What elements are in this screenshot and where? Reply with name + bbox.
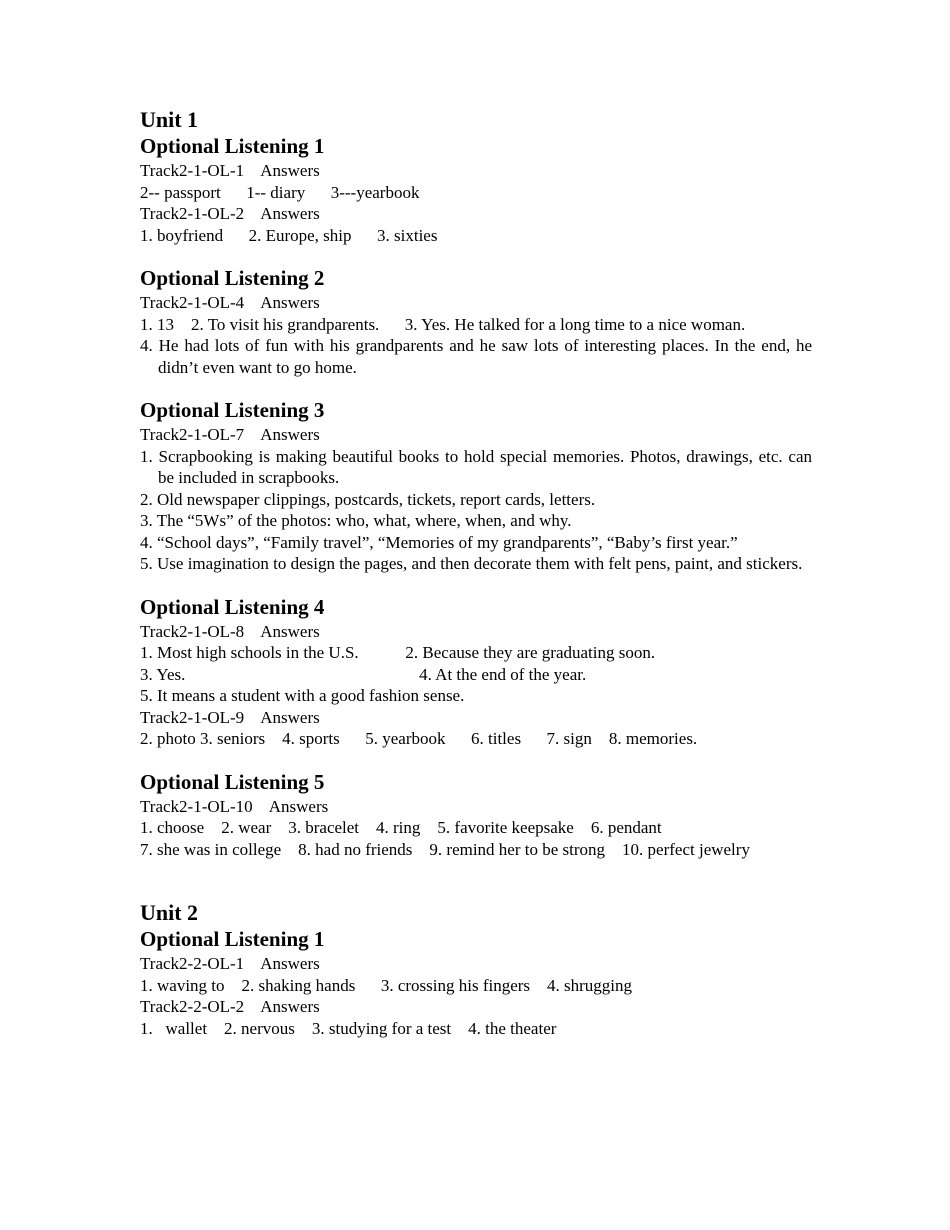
answer-paragraph: 4. “School days”, “Family travel”, “Memories of my grandparents”, “Baby’s first year.”: [140, 532, 738, 552]
answer-line: 1. choose 2. wear 3. bracelet 4. ring 5. favorite keepsake 6. pendant: [140, 818, 662, 837]
section-title: Optional Listening 5: [140, 769, 325, 794]
answer-line: 3. Yes. 4. At the end of the year.: [140, 664, 587, 684]
answer-paragraph: 1. Scrapbooking is making beautiful books to hold special memories. Photos, drawings, etc. can be included in scrapbooks.: [140, 446, 812, 487]
track-label: Track2-1-OL-8 Answers: [140, 621, 320, 641]
section-optional-listening-1: [140, 133, 812, 246]
section-title: Optional Listening 2: [140, 266, 325, 290]
section-optional-listening-5: [140, 769, 812, 861]
unit-2: [140, 900, 812, 1039]
answer-line: 2-- passport 1-- diary 3---yearbook: [140, 182, 420, 202]
answer-paragraph: 5. Use imagination to design the pages, and then decorate them with felt pens, paint, and stickers.: [140, 554, 803, 573]
track-label: Track2-1-OL-4 Answers: [140, 293, 320, 312]
answer-paragraph: 4. He had lots of fun with his grandparents and he saw lots of interesting places. In the end, he didn’t even want to go home.: [140, 336, 812, 377]
section-optional-listening-3: [140, 397, 812, 575]
unit-title: Unit 1: [140, 107, 199, 132]
section-title: Optional Listening 4: [140, 594, 325, 619]
answer-line: 1. Most high schools in the U.S. 2. Because they are graduating soon.: [140, 643, 656, 662]
track-label: Track2-2-OL-1 Answers: [140, 954, 320, 973]
answer-line: 7. she was in college 8. had no friends 9. remind her to be strong 10. perfect jewelry: [140, 839, 750, 859]
section-optional-listening-1: [140, 926, 812, 1039]
answer-line: 1. wallet 2. nervous 3. studying for a test 4. the theater: [140, 1018, 557, 1038]
section-title: Optional Listening 3: [140, 398, 325, 422]
track-label: Track2-1-OL-2 Answers: [140, 204, 320, 223]
track-label: Track2-2-OL-2 Answers: [140, 997, 320, 1016]
track-label: Track2-1-OL-7 Answers: [140, 425, 320, 444]
track-label: Track2-1-OL-10 Answers: [140, 796, 329, 816]
answer-line: 5. It means a student with a good fashion sense.: [140, 686, 465, 705]
answer-key-page: [140, 107, 812, 1039]
section-optional-listening-2: [140, 265, 812, 378]
answer-line: 1. boyfriend 2. Europe, ship 3. sixties: [140, 225, 438, 245]
section-title: Optional Listening 1: [140, 927, 325, 951]
section-optional-listening-4: [140, 594, 812, 750]
answer-paragraph: 2. Old newspaper clippings, postcards, tickets, report cards, letters.: [140, 489, 596, 509]
track-label: Track2-1-OL-9 Answers: [140, 707, 320, 727]
answer-line: 1. 13 2. To visit his grandparents. 3. Yes. He talked for a long time to a nice woman.: [140, 314, 746, 334]
unit-title: Unit 2: [140, 900, 199, 925]
track-label: Track2-1-OL-1 Answers: [140, 161, 320, 180]
unit-1: [140, 107, 812, 860]
answer-line: 2. photo 3. seniors 4. sports 5. yearbook 6. titles 7. sign 8. memories.: [140, 729, 698, 748]
section-title: Optional Listening 1: [140, 134, 325, 158]
answer-line: 1. waving to 2. shaking hands 3. crossing his fingers 4. shrugging: [140, 975, 633, 995]
answer-paragraph: 3. The “5Ws” of the photos: who, what, where, when, and why.: [140, 511, 572, 530]
